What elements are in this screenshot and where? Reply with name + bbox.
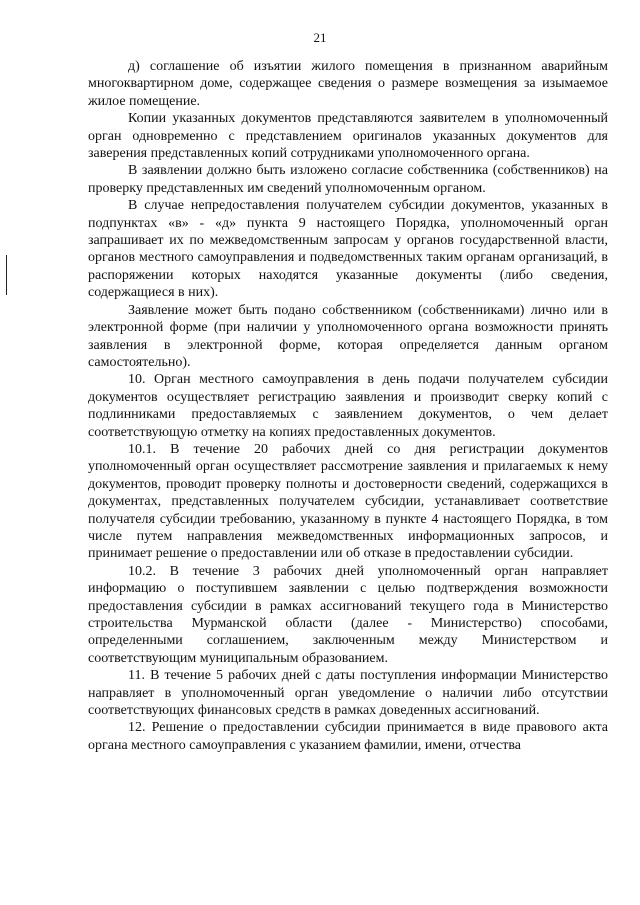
paragraph-section-10-1: 10.1. В течение 20 рабочих дней со дня регистрации документов уполномоченный орган осуществляет рассмотрение заявления и прилагаемых к нему документов, проводит проверку полноты и достоверности сведений, содержащихся в документах, представленных получателем субсидии, устанавливает соответствие получателя субсидии требованию, указанному в пункте 4 настоящего Порядка, в том числе путем направления межведомственных информационных запросов, и принимает решение о предоставлении или об отказе в предоставлении субсидии. bbox=[88, 441, 608, 562]
paragraph-section-11: 11. В течение 5 рабочих дней с даты поступления информации Министерство направляет в уполномоченный орган уведомление о наличии либо отсутствии соответствующих финансовых средств в рамках доведенных ассигнований. bbox=[88, 668, 608, 719]
page-number: 21 bbox=[313, 30, 327, 45]
paragraph-section-10-2: 10.2. В течение 3 рабочих дней уполномоченный орган направляет информацию о поступившем заявлении с целью подтверждения возможности предоставления субсидии в рамках ассигнований текущего года в Министерство строительства Мурманской области (далее - Министерство) способами, определенными соглашением, заключенным между Министерством и соответствующим муниципальным образованием. bbox=[88, 563, 608, 666]
paragraph-subitem-d: д) соглашение об изъятии жилого помещения в признанном аварийным многоквартирном доме, содержащее сведения о размере возмещения за изымаемое жилое помещение. bbox=[88, 59, 608, 109]
paragraph-consent: В заявлении должно быть изложено согласие собственника (собственников) на проверку представленных им сведений уполномоченным органом. bbox=[88, 163, 608, 196]
document-body bbox=[88, 58, 608, 754]
paragraph-copies: Копии указанных документов представляются заявителем в уполномоченный орган одновременно с представлением оригиналов указанных документов для заверения представленных копий сотрудниками уполномоченного органа. bbox=[88, 111, 608, 162]
margin-mark bbox=[6, 255, 7, 295]
paragraph-section-12: 12. Решение о предоставлении субсидии принимается в виде правового акта органа местного самоуправления с указанием фамилии, имени, отчества bbox=[88, 720, 608, 753]
paragraph-section-10: 10. Орган местного самоуправления в день подачи получателем субсидии документов осуществляет регистрацию заявления и производит сверку копий с подлинниками предоставляемых с заявлением документов, о чем делает соответствующую отметку на копиях предоставленных документов. bbox=[88, 372, 608, 440]
paragraph-interagency-requests: В случае непредоставления получателем субсидии документов, указанных в подпунктах «в» - «д» пункта 9 настоящего Порядка, уполномоченный орган запрашивает их по межведомственным запросам у органов государственной власти, органов местного самоуправления и подведомственных таким органам организаций, в распоряжении которых находятся указанные документы (либо сведения, содержащиеся в них). bbox=[88, 198, 608, 301]
paragraph-application-submission: Заявление может быть подано собственником (собственниками) лично или в электронной форме (при наличии у уполномоченного органа возможности принять заявления в электронной форме, которая определяется данным органом самостоятельно). bbox=[88, 302, 608, 370]
